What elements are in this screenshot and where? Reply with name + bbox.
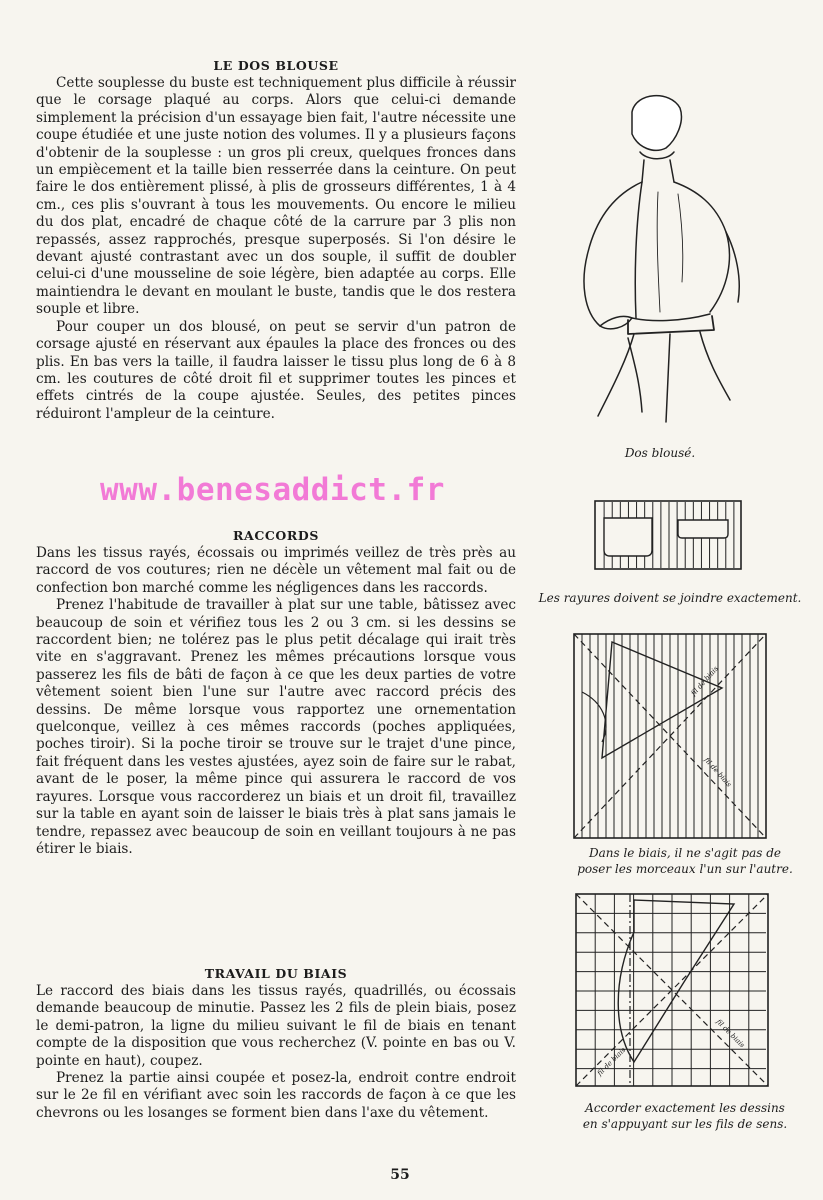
caption-biais-line: Dans le biais, il ne s'agit pas de [588, 846, 782, 860]
heading-raccords: RACCORDS [233, 528, 319, 543]
biais-stripes-figure [572, 632, 768, 840]
paragraph: Dans les tissus rayés, écossais ou imprimés veillez de très près au raccord de vos coutures; rien ne décèle un vêtement mal fait ou de confection bon marché comme les négligences dans les raccords. [36, 545, 516, 596]
paragraph: Prenez la partie ainsi coupée et posez-la, endroit contre endroit sur le 2e fil en vérifiant avec soin les raccords de façon à ce que les chevrons ou les losanges se forment bien dans l'axe du vêtement. [36, 1070, 516, 1121]
caption-biais [550, 845, 820, 877]
heading-dos-blouse: LE DOS BLOUSE [213, 58, 339, 73]
caption-accorder-line: Accorder exactement les dessins [585, 1101, 785, 1115]
caption-accorder [550, 1100, 820, 1132]
caption-accorder-line: en s'appuyant sur les fils de sens. [582, 1117, 788, 1131]
paragraph: Prenez l'habitude de travailler à plat sur une table, bâtissez avec beaucoup de soin et vérifiez tous les 2 ou 3 cm. si les dessins se raccordent bien; ne tolérez pas le plus petit décalage qui irait très vite en s'aggravant. Prenez les mêmes précautions lorsque vous passerez les fils de bâti de façon à ce que les deux parties de votre vêtement soient bien l'une sur l'autre avec raccord précis des dessins. De même lorsque vous rapportez une ornementation quelconque, veillez à ces mêmes raccords (poches appliquées, poches tiroir). Si la poche tiroir se trouve sur le trajet d'une pince, fait fréquent dans les vestes ajustées, ayez soin de faire sur le rabat, avant de le poser, la même pince qui assurera le raccord de vos rayures. Lorsque vous raccorderez un biais et un droit fil, travaillez sur la table en ayant soin de laisser le biais très à plat sans jamais le tendre, repassez avec beaucoup de soin en veillant toujours à ne pas étirer le biais. [36, 597, 516, 857]
rayures-pockets-figure [594, 500, 742, 570]
section-raccords [36, 528, 516, 858]
fil-de-biais-label: fil de biais [689, 664, 721, 698]
section-dos-blouse [36, 58, 516, 423]
fil-de-biais-label: fil de biais [595, 1045, 628, 1078]
fil-de-biais-label: fil de biais [714, 1017, 747, 1050]
heading-travail-du-biais: TRAVAIL DU BIAIS [204, 966, 348, 981]
page-number: 55 [390, 1167, 410, 1183]
fil-de-biais-label: fil de biais [702, 755, 734, 789]
caption-rayures: Les rayures doivent se joindre exactement. [538, 591, 802, 605]
paragraph: Cette souplesse du buste est techniquement plus difficile à réussir que le corsage plaqué au corps. Alors que celui-ci demande simplement la précision d'un essayage bien fait, l'autre nécessite une coupe étudiée et une juste notion des volumes. Il y a plusieurs façons d'obtenir de la souplesse : un gros pli creux, quelques fronces dans un empiècement et la taille bien resserrée dans la ceinture. On peut faire le dos entièrement plissé, à plis de grosseurs différentes, 1 à 4 cm., ces plis s'ouvrant à tous les mouvements. Ou encore le milieu du dos plat, encadré de chaque côté de la carrure par 3 plis non repassés, assez rapprochés, presque superposés. Si l'on désire le devant ajusté contrastant avec un dos souple, il suffit de doubler celui-ci d'une mousseline de soie légère, bien adaptée au corps. Elle maintiendra le devant en moulant le buste, tandis que le dos restera souple et libre. [36, 75, 516, 318]
paragraph: Pour couper un dos blousé, on peut se servir d'un patron de corsage ajusté en réservant aux épaules la place des fronces ou des plis. En bas vers la taille, il faudra laisser le tissu plus long de 6 à 8 cm. les coutures de côté droit fil et supprimer toutes les pinces et effets cintrés de la coupe ajustée. Seules, des petites pinces réduiront l'ampleur de la ceinture. [36, 318, 516, 422]
section-travail-du-biais [36, 966, 516, 1122]
grid-biais-figure [574, 892, 770, 1088]
caption-biais-line: poser les morceaux l'un sur l'autre. [577, 862, 793, 876]
paragraph: Le raccord des biais dans les tissus rayés, quadrillés, ou écossais demande beaucoup de minutie. Passez les 2 fils de plein biais, posez le demi-patron, la ligne du milieu suivant le fil de biais en tenant compte de la disposition que vous recherchez (V. pointe en bas ou V. pointe en haut), coupez. [36, 983, 516, 1069]
caption-dos-blouse: Dos blousé. [624, 446, 696, 460]
watermark-url: www.benesaddict.fr [100, 472, 445, 508]
dos-blouse-illustration [570, 82, 790, 442]
